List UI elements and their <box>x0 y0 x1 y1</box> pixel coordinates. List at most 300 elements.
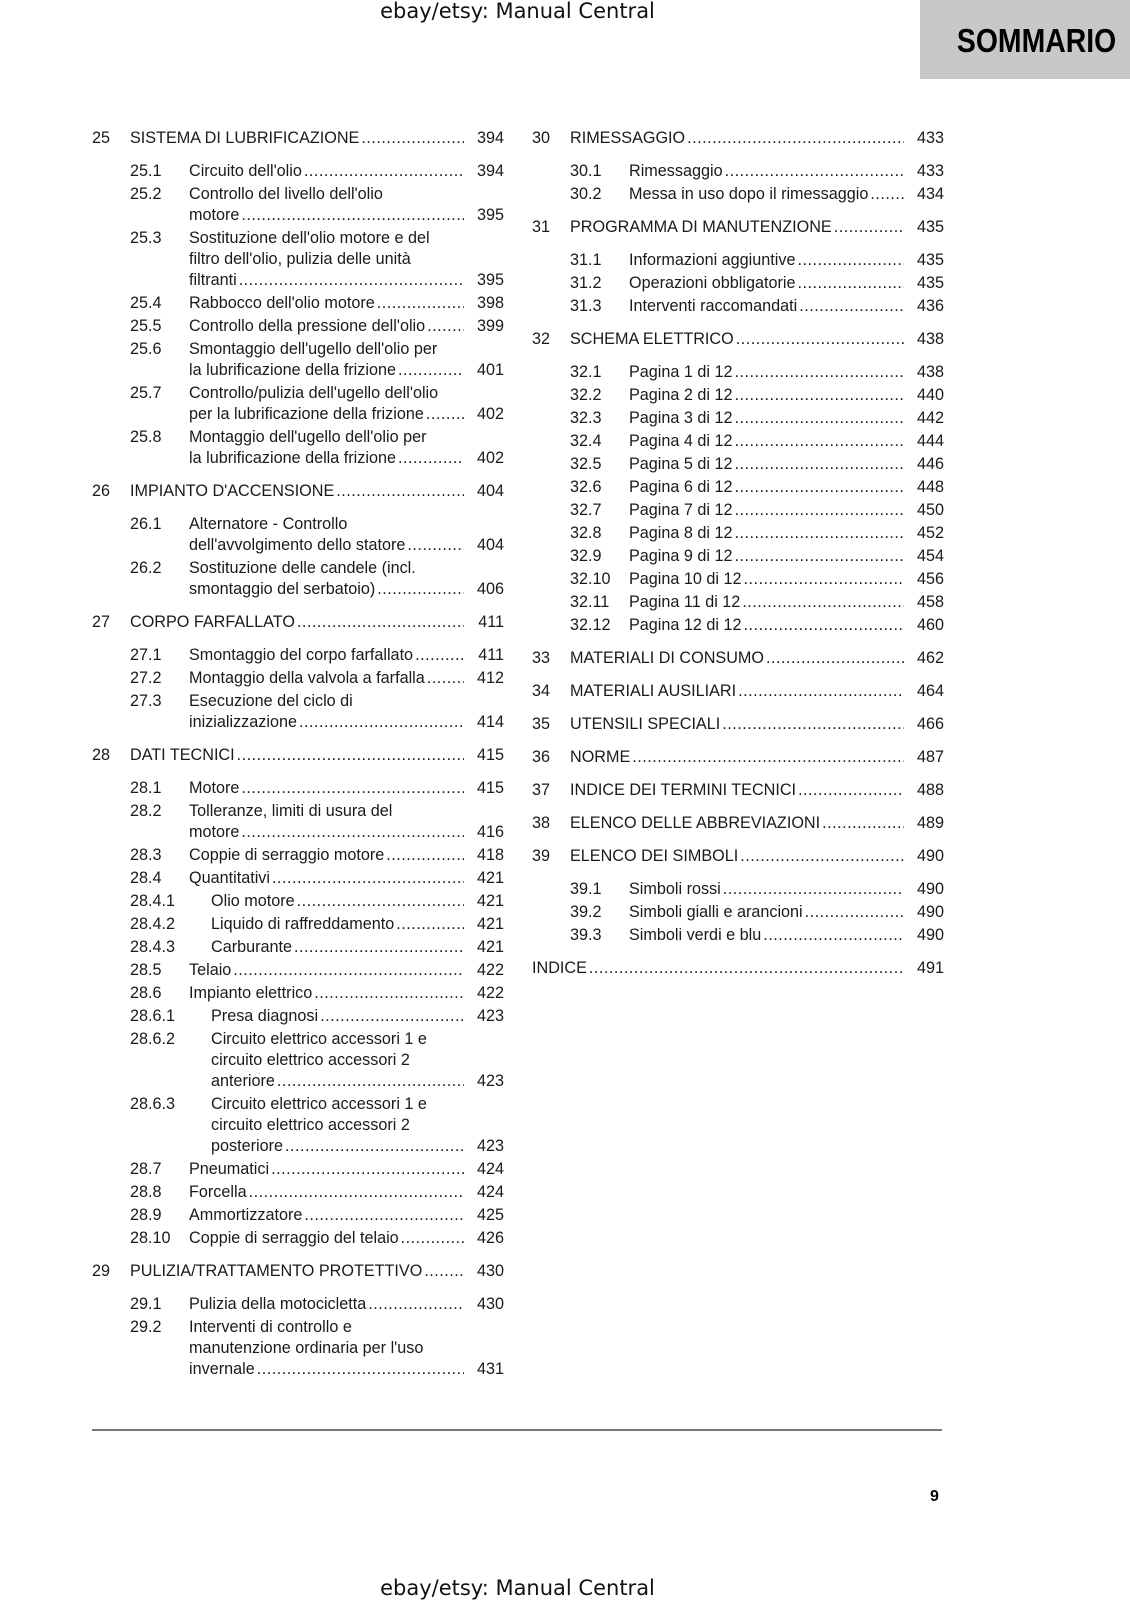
toc-entry-page-number: 454 <box>916 547 944 565</box>
toc-entry-page-number: 414 <box>476 713 504 731</box>
toc-entry-title-line: INDICE DEI TERMINI TECNICI <box>570 781 797 799</box>
toc-entry-page-number: 395 <box>476 206 504 224</box>
toc-entry-title-line: Pagina 10 di 12 <box>629 570 742 588</box>
dot-leader <box>870 184 904 205</box>
toc-section-entry[interactable] <box>92 427 504 469</box>
toc-entry-title-line: SISTEMA DI LUBRIFICAZIONE <box>130 129 360 147</box>
dot-leader <box>797 273 904 294</box>
toc-entry-page-number: 446 <box>916 455 944 473</box>
dot-leader <box>426 404 464 425</box>
toc-section-entry[interactable] <box>92 1317 504 1380</box>
toc-section-entry[interactable] <box>92 668 504 689</box>
toc-section-entry[interactable] <box>92 161 504 182</box>
toc-entry-number: 32.8 <box>570 524 602 542</box>
toc-entry-number: 25.3 <box>130 229 162 247</box>
toc-entry-number: 28.6 <box>130 984 162 1002</box>
toc-section-entry[interactable] <box>532 879 944 900</box>
toc-entry-number: 25.2 <box>130 185 162 203</box>
toc-entry-page-number: 421 <box>476 938 504 956</box>
toc-entry-title-line: Alternatore - Controllo <box>189 515 348 533</box>
toc-entry-page-number: 398 <box>476 294 504 312</box>
toc-entry-page-number: 435 <box>916 218 944 236</box>
toc-entry-number: 28.2 <box>130 802 162 820</box>
dot-leader <box>277 1071 464 1092</box>
toc-entry-title-line: Messa in uso dopo il rimessaggio <box>629 185 869 203</box>
toc-entry-title-line: NORME <box>570 748 631 766</box>
toc-entry-page-number: 490 <box>916 880 944 898</box>
toc-entry-title-line: UTENSILI SPECIALI <box>570 715 721 733</box>
toc-entry-page-number: 424 <box>476 1160 504 1178</box>
dot-leader <box>368 1294 464 1315</box>
section-title: SOMMARIO <box>956 22 1116 59</box>
dot-leader <box>736 329 904 350</box>
toc-entry-title-line: Coppie di serraggio del telaio <box>189 1229 399 1247</box>
toc-entry-number: 26.2 <box>130 559 162 577</box>
dot-leader <box>735 546 904 567</box>
toc-entry-title-line: filtranti <box>189 271 237 289</box>
toc-section-entry[interactable] <box>532 296 944 317</box>
dot-leader <box>237 745 464 766</box>
toc-entry-number: 30.2 <box>570 185 602 203</box>
toc-section-entry[interactable] <box>532 184 944 205</box>
toc-entry-number: 36 <box>532 748 551 766</box>
toc-entry-title-line: Liquido di raffreddamento <box>211 915 395 933</box>
toc-entry-number: 32.2 <box>570 386 602 404</box>
toc-entry-number: 28.5 <box>130 961 162 979</box>
toc-entry-page-number: 491 <box>916 959 944 977</box>
toc-entry-page-number: 452 <box>916 524 944 542</box>
toc-chapter-entry[interactable] <box>532 681 944 702</box>
toc-left-column <box>92 128 504 1380</box>
dot-leader <box>377 293 464 314</box>
toc-section-entry[interactable] <box>532 902 944 923</box>
toc-entry-page-number: 421 <box>476 869 504 887</box>
toc-entry-title-line: Circuito dell'olio <box>189 162 302 180</box>
toc-section-entry[interactable] <box>92 983 504 1004</box>
toc-entry-number: 28.3 <box>130 846 162 864</box>
toc-entry-title-line: smontaggio del serbatoio) <box>189 580 376 598</box>
toc-entry-page-number: 433 <box>916 129 944 147</box>
toc-entry-number: 33 <box>532 649 551 667</box>
toc-entry-title-line: Simboli gialli e arancioni <box>629 903 803 921</box>
toc-entry-number: 28 <box>92 746 111 764</box>
toc-entry-page-number: 458 <box>916 593 944 611</box>
toc-section-entry[interactable] <box>92 778 504 799</box>
dot-leader <box>798 780 904 801</box>
toc-entry-page-number: 418 <box>476 846 504 864</box>
dot-leader <box>257 1359 464 1380</box>
toc-section-entry[interactable] <box>532 161 944 182</box>
toc-section-entry[interactable] <box>92 1029 504 1092</box>
toc-section-entry[interactable] <box>92 316 504 337</box>
toc-entry-title-line: Pagina 2 di 12 <box>629 386 733 404</box>
toc-entry-title-line: Montaggio della valvola a farfalla <box>189 669 425 687</box>
toc-section-entry[interactable] <box>92 801 504 843</box>
toc-entry-page-number: 456 <box>916 570 944 588</box>
dot-leader <box>799 296 904 317</box>
dot-leader <box>427 668 464 689</box>
toc-section-entry[interactable] <box>532 454 944 475</box>
dot-leader <box>336 481 464 502</box>
toc-chapter-entry[interactable] <box>532 128 944 149</box>
dot-leader <box>427 316 464 337</box>
toc-entry-page-number: 433 <box>916 162 944 180</box>
toc-entry-number: 27.1 <box>130 646 162 664</box>
toc-entry-number: 29.1 <box>130 1295 162 1313</box>
toc-entry-title-line: circuito elettrico accessori 2 <box>211 1116 410 1134</box>
toc-entry-number: 25.5 <box>130 317 162 335</box>
toc-section-entry[interactable] <box>92 1159 504 1180</box>
dot-leader <box>735 362 904 383</box>
dot-leader <box>834 217 904 238</box>
toc-entry-title-line: Operazioni obbligatorie <box>629 274 796 292</box>
toc-entry-title-line: anteriore <box>211 1072 275 1090</box>
toc-entry-number: 32.11 <box>570 593 610 611</box>
toc-entry-title-line: la lubrificazione della frizione <box>189 361 396 379</box>
dot-leader <box>687 128 904 149</box>
dot-leader <box>314 983 464 1004</box>
toc-entry-title-line: Rabbocco dell'olio motore <box>189 294 375 312</box>
toc-entry-title-line: circuito elettrico accessori 2 <box>211 1051 410 1069</box>
toc-entry-number: 29.2 <box>130 1318 162 1336</box>
toc-entry-number: 28.8 <box>130 1183 162 1201</box>
toc-entry-number: 38 <box>532 814 551 832</box>
toc-entry-title-line: PROGRAMMA DI MANUTENZIONE <box>570 218 832 236</box>
toc-entry-title-line: Pagina 12 di 12 <box>629 616 742 634</box>
toc-entry-number: 26.1 <box>130 515 162 533</box>
dot-leader <box>304 161 464 182</box>
toc-section-entry[interactable] <box>92 645 504 666</box>
toc-entry-page-number: 416 <box>476 823 504 841</box>
toc-entry-page-number: 464 <box>916 682 944 700</box>
toc-entry-page-number: 395 <box>476 271 504 289</box>
dot-leader <box>398 360 464 381</box>
toc-section-entry[interactable] <box>532 592 944 613</box>
toc-entry-page-number: 415 <box>476 779 504 797</box>
toc-entry-number: 39.2 <box>570 903 602 921</box>
toc-entry-page-number: 422 <box>476 961 504 979</box>
section-title-box <box>920 0 1130 79</box>
toc-entry-title-line: filtro dell'olio, pulizia delle unità <box>189 250 411 268</box>
toc-entry-page-number: 434 <box>916 185 944 203</box>
toc-section-entry[interactable] <box>532 546 944 567</box>
toc-section-entry[interactable] <box>532 500 944 521</box>
toc-entry-page-number: 490 <box>916 847 944 865</box>
toc-entry-title-line: Pagina 4 di 12 <box>629 432 733 450</box>
toc-section-entry[interactable] <box>92 1094 504 1157</box>
toc-chapter-entry[interactable] <box>92 128 504 149</box>
toc-entry-number: 25.8 <box>130 428 162 446</box>
toc-entry-title-line: Circuito elettrico accessori 1 e <box>211 1030 427 1048</box>
toc-section-entry[interactable] <box>532 431 944 452</box>
toc-section-entry[interactable] <box>92 1006 504 1027</box>
toc-entry-title-line: motore <box>189 823 240 841</box>
toc-section-entry[interactable] <box>92 960 504 981</box>
toc-entry-page-number: 487 <box>916 748 944 766</box>
toc-entry-number: 34 <box>532 682 551 700</box>
toc-section-entry[interactable] <box>532 385 944 406</box>
toc-entry-number: 28.4.1 <box>130 892 176 910</box>
toc-entry-title-line: Forcella <box>189 1183 247 1201</box>
toc-entry-title-line: Pneumatici <box>189 1160 270 1178</box>
toc-entry-title-line: Pagina 9 di 12 <box>629 547 733 565</box>
dot-leader <box>407 535 464 556</box>
toc-section-entry[interactable] <box>92 891 504 912</box>
toc-entry-page-number: 490 <box>916 926 944 944</box>
toc-entry-page-number: 448 <box>916 478 944 496</box>
toc-entry-number: 32 <box>532 330 551 348</box>
toc-entry-title-line: Pagina 11 di 12 <box>629 593 741 611</box>
toc-chapter-entry[interactable] <box>92 1261 504 1282</box>
toc-section-entry[interactable] <box>92 1294 504 1315</box>
toc-chapter-entry[interactable] <box>532 714 944 735</box>
toc-entry-title-line: RIMESSAGGIO <box>570 129 686 147</box>
toc-entry-page-number: 425 <box>476 1206 504 1224</box>
dot-leader <box>297 891 464 912</box>
dot-leader <box>822 813 904 834</box>
dot-leader <box>735 431 904 452</box>
toc-entry-page-number: 462 <box>916 649 944 667</box>
toc-section-entry[interactable] <box>92 1228 504 1249</box>
toc-entry-number: 32.12 <box>570 616 611 634</box>
dot-leader <box>386 845 464 866</box>
toc-section-entry[interactable] <box>92 1205 504 1226</box>
toc-entry-page-number: 442 <box>916 409 944 427</box>
toc-entry-title-line: Pagina 3 di 12 <box>629 409 733 427</box>
toc-section-entry[interactable] <box>92 914 504 935</box>
toc-section-entry[interactable] <box>92 228 504 291</box>
toc-entry-number: 28.6.1 <box>130 1007 176 1025</box>
toc-entry-page-number: 394 <box>476 162 504 180</box>
toc-section-entry[interactable] <box>92 383 504 425</box>
toc-entry-title-line: Motore <box>189 779 240 797</box>
toc-entry-page-number: 422 <box>476 984 504 1002</box>
toc-section-entry[interactable] <box>532 273 944 294</box>
toc-entry-number: 39 <box>532 847 551 865</box>
dot-leader <box>285 1136 464 1157</box>
dot-leader <box>763 925 904 946</box>
toc-entry-number: 28.7 <box>130 1160 162 1178</box>
toc-entry-number: 31.3 <box>570 297 602 315</box>
toc-entry-number: 28.1 <box>130 779 162 797</box>
toc-chapter-entry[interactable] <box>532 648 944 669</box>
toc-chapter-entry[interactable] <box>92 745 504 766</box>
toc-entry-page-number: 411 <box>478 646 504 664</box>
toc-entry-page-number: 440 <box>916 386 944 404</box>
toc-entry-title-line: Telaio <box>189 961 232 979</box>
toc-entry-title-line: Pagina 1 di 12 <box>629 363 733 381</box>
toc-section-entry[interactable] <box>532 615 944 636</box>
toc-chapter-entry[interactable] <box>494 958 944 979</box>
toc-entry-title-line: MATERIALI AUSILIARI <box>570 682 737 700</box>
toc-entry-title-line: ELENCO DEI SIMBOLI <box>570 847 739 865</box>
toc-entry-number: 32.1 <box>570 363 602 381</box>
toc-entry-page-number: 406 <box>476 580 504 598</box>
toc-entry-title-line: SCHEMA ELETTRICO <box>570 330 734 348</box>
toc-entry-title-line: DATI TECNICI <box>130 746 235 764</box>
dot-leader <box>299 712 464 733</box>
toc-entry-number: 37 <box>532 781 551 799</box>
toc-entry-number: 32.6 <box>570 478 602 496</box>
toc-entry-page-number: 399 <box>476 317 504 335</box>
toc-entry-number: 32.5 <box>570 455 602 473</box>
toc-chapter-entry[interactable] <box>532 846 944 867</box>
watermark-top: ebay/etsy: Manual Central <box>380 0 655 23</box>
toc-entry-page-number: 431 <box>476 1360 504 1378</box>
toc-entry-title-line: Pagina 7 di 12 <box>629 501 733 519</box>
toc-entry-number: 30.1 <box>570 162 602 180</box>
toc-entry-number: 28.6.2 <box>130 1030 176 1048</box>
toc-chapter-entry[interactable] <box>532 813 944 834</box>
toc-entry-title-line: Montaggio dell'ugello dell'olio per <box>189 428 427 446</box>
toc-entry-page-number: 424 <box>476 1183 504 1201</box>
toc-chapter-entry[interactable] <box>92 612 504 633</box>
toc-entry-page-number: 435 <box>916 274 944 292</box>
toc-section-entry[interactable] <box>532 477 944 498</box>
dot-leader <box>735 385 904 406</box>
toc-entry-number: 25 <box>92 129 111 147</box>
page-number: 9 <box>930 1488 939 1505</box>
dot-leader <box>735 454 904 475</box>
toc-entry-number: 31.2 <box>570 274 602 292</box>
dot-leader <box>632 747 904 768</box>
dot-leader <box>735 408 904 429</box>
dot-leader <box>396 914 464 935</box>
dot-leader <box>797 250 904 271</box>
toc-chapter-entry[interactable] <box>532 329 944 350</box>
dot-leader <box>766 648 904 669</box>
toc-section-entry[interactable] <box>532 569 944 590</box>
dot-leader <box>272 868 464 889</box>
toc-entry-page-number: 394 <box>476 129 504 147</box>
toc-section-entry[interactable] <box>92 937 504 958</box>
dot-leader <box>401 1228 464 1249</box>
dot-leader <box>744 615 904 636</box>
toc-entry-number: 27.2 <box>130 669 162 687</box>
dot-leader <box>805 902 904 923</box>
toc-entry-page-number: 489 <box>916 814 944 832</box>
toc-entry-number: 39.3 <box>570 926 602 944</box>
toc-entry-page-number: 404 <box>476 536 504 554</box>
dot-leader <box>377 579 464 600</box>
toc-entry-title-line: Tolleranze, limiti di usura del <box>189 802 393 820</box>
toc-entry-number: 31 <box>532 218 551 236</box>
toc-chapter-entry[interactable] <box>532 780 944 801</box>
toc-entry-title-line: CORPO FARFALLATO <box>130 613 295 631</box>
toc-section-entry[interactable] <box>92 558 504 600</box>
toc-section-entry[interactable] <box>92 1182 504 1203</box>
toc-entry-title-line: Pagina 8 di 12 <box>629 524 733 542</box>
dot-leader <box>304 1205 464 1226</box>
dot-leader <box>740 846 904 867</box>
toc-entry-title-line: Pulizia della motocicletta <box>189 1295 367 1313</box>
toc-entry-title-line: Interventi di controllo e <box>189 1318 352 1336</box>
toc-section-entry[interactable] <box>532 925 944 946</box>
dot-leader <box>738 681 904 702</box>
toc-entry-title-line: manutenzione ordinaria per l'uso <box>189 1339 424 1357</box>
toc-entry-title-line: Circuito elettrico accessori 1 e <box>211 1095 427 1113</box>
toc-section-entry[interactable] <box>92 514 504 556</box>
toc-entry-page-number: 490 <box>916 903 944 921</box>
toc-entry-number: 32.7 <box>570 501 602 519</box>
toc-section-entry[interactable] <box>92 339 504 381</box>
toc-entry-page-number: 466 <box>916 715 944 733</box>
dot-leader <box>294 937 464 958</box>
dot-leader <box>271 1159 464 1180</box>
toc-section-entry[interactable] <box>92 845 504 866</box>
toc-entry-title-line: Controllo/pulizia dell'ugello dell'olio <box>189 384 439 402</box>
toc-entry-title-line: Sostituzione dell'olio motore e del <box>189 229 430 247</box>
toc-entry-title-line: PULIZIA/TRATTAMENTO PROTETTIVO <box>130 1262 423 1280</box>
toc-entry-title-line: Carburante <box>211 938 292 956</box>
toc-entry-title-line: Pagina 5 di 12 <box>629 455 733 473</box>
toc-entry-title-line: Sostituzione delle candele (incl. <box>189 559 416 577</box>
toc-entry-title-line: MATERIALI DI CONSUMO <box>570 649 764 667</box>
toc-entry-page-number: 438 <box>916 330 944 348</box>
dot-leader <box>239 270 464 291</box>
dot-leader <box>735 500 904 521</box>
toc-entry-title-line: Smontaggio dell'ugello dell'olio per <box>189 340 438 358</box>
toc-entry-number: 35 <box>532 715 551 733</box>
toc-chapter-entry[interactable] <box>92 481 504 502</box>
toc-entry-number: 31.1 <box>570 251 602 269</box>
toc-entry-page-number: 423 <box>476 1137 504 1155</box>
toc-entry-number: 32.10 <box>570 570 611 588</box>
toc-chapter-entry[interactable] <box>532 217 944 238</box>
toc-entry-title-line: Ammortizzatore <box>189 1206 303 1224</box>
toc-entry-number: 30 <box>532 129 551 147</box>
toc-entry-title-line: Controllo della pressione dell'olio <box>189 317 426 335</box>
toc-entry-number: 25.4 <box>130 294 162 312</box>
dot-leader <box>725 161 904 182</box>
dot-leader <box>233 960 464 981</box>
footer-divider <box>92 1429 942 1431</box>
toc-section-entry[interactable] <box>532 362 944 383</box>
toc-section-entry[interactable] <box>532 250 944 271</box>
toc-section-entry[interactable] <box>92 184 504 226</box>
toc-entry-title-line: Rimessaggio <box>629 162 723 180</box>
toc-entry-number: 28.4 <box>130 869 162 887</box>
toc-entry-page-number: 488 <box>916 781 944 799</box>
toc-entry-title-line: Coppie di serraggio motore <box>189 846 385 864</box>
toc-entry-title-line: per la lubrificazione della frizione <box>189 405 424 423</box>
toc-entry-number: 28.4.3 <box>130 938 176 956</box>
toc-entry-number: 25.1 <box>130 162 162 180</box>
toc-entry-page-number: 421 <box>476 892 504 910</box>
toc-entry-title-line: Presa diagnosi <box>211 1007 319 1025</box>
toc-entry-page-number: 430 <box>476 1262 504 1280</box>
toc-entry-title-line: IMPIANTO D'ACCENSIONE <box>130 482 335 500</box>
toc-entry-page-number: 435 <box>916 251 944 269</box>
toc-section-entry[interactable] <box>92 868 504 889</box>
toc-entry-number: 32.4 <box>570 432 602 450</box>
toc-section-entry[interactable] <box>92 293 504 314</box>
dot-leader <box>735 477 904 498</box>
toc-section-entry[interactable] <box>92 691 504 733</box>
toc-section-entry[interactable] <box>532 523 944 544</box>
toc-entry-number: 26 <box>92 482 111 500</box>
dot-leader <box>241 822 464 843</box>
dot-leader <box>723 879 904 900</box>
toc-entry-title-line: Controllo del livello dell'olio <box>189 185 383 203</box>
toc-entry-number: 27 <box>92 613 111 631</box>
toc-entry-page-number: 412 <box>476 669 504 687</box>
toc-entry-title-line: motore <box>189 206 240 224</box>
toc-chapter-entry[interactable] <box>532 747 944 768</box>
dot-leader <box>398 448 464 469</box>
toc-entry-number: 28.4.2 <box>130 915 176 933</box>
toc-section-entry[interactable] <box>532 408 944 429</box>
